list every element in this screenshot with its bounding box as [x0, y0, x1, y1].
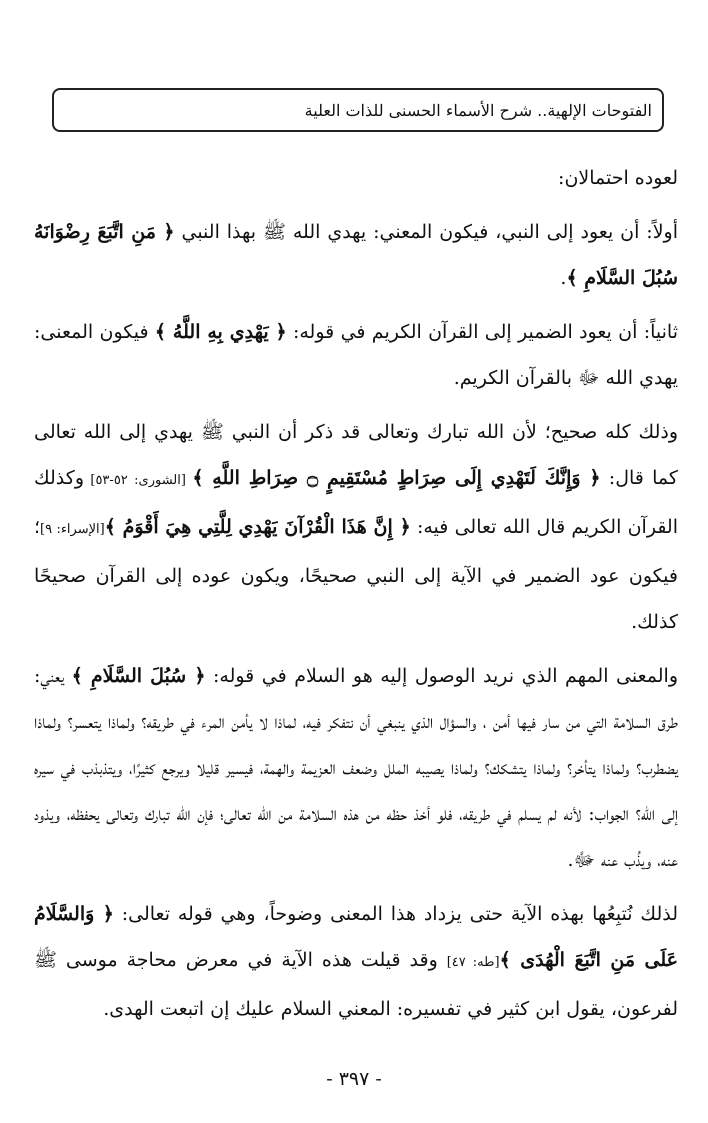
header-title: الفتوحات الإلهية.. شرح الأسماء الحسنى للذات العلية: [304, 100, 652, 120]
paragraph-text: وكذلك القرآن الكريم قال الله تعالى فيه:: [34, 467, 679, 538]
body-text: [34, 155, 678, 1040]
paragraph-text: وقد قيلت هذه الآية في معرض محاجة موسى ﷺ لفرعون، يقول ابن كثير في تفسيره: المعني السلام عليك إن اتبعت الهدى.: [34, 949, 678, 1020]
paragraph: [34, 653, 678, 883]
quran-verse: ﴿ وَالسَّلَامُ عَلَى مَنِ اتَّبَعَ الْهُدَى ﴾: [34, 903, 679, 971]
paragraph-text: لذلك نُتبِعُها بهذه الآية حتى يزداد هذا المعنى وضوحاً، وهي قوله تعالى:: [113, 903, 678, 925]
paragraph-text: فيكون المعنى: يهدي الله ﷻ بالقرآن الكريم.: [34, 321, 678, 389]
page-number: - ٣٩٧ -: [326, 1068, 382, 1090]
paragraph: [34, 409, 678, 645]
paragraph: [34, 309, 678, 401]
paragraph: لعوده احتمالان:: [558, 167, 678, 189]
paragraph-text: ثانياً: أن يعود الضمير إلى القرآن الكريم في قوله:: [286, 321, 678, 343]
verse-citation: [الشورى: ٥٢-٥٣]: [84, 473, 193, 488]
paragraph-text: أولاً: أن يعود إلى النبي، فيكون المعني: يهدي الله ﷺ بهذا النبي: [174, 221, 678, 243]
quran-verse: ﴿ مَنِ اتَّبَعَ رِضْوَانَهُ سُبُلَ السَّلَامِ ﴾: [34, 221, 678, 289]
verse-citation: [الإسراء: ٩]: [40, 522, 105, 537]
verse-citation: [طه: ٤٧]: [446, 955, 500, 970]
quran-verse: ﴿ إِنَّ هَذَا الْقُرْآنَ يَهْدِي لِلَّتِي هِيَ أَقْوَمُ ﴾: [104, 516, 411, 538]
running-header: [52, 88, 664, 132]
paragraph-text: ؛ فيكون عود الضمير في الآية إلى النبي صحيحًا، ويكون عوده إلى القرآن صحيحًا كذلك.: [34, 516, 678, 633]
paragraph-text: .: [560, 267, 567, 289]
paragraph: [34, 891, 678, 1032]
quran-verse: ﴿ وَإِنَّكَ لَتَهْدِي إِلَى صِرَاطٍ مُسْتَقِيمٍ ۝ صِرَاطِ اللَّهِ ﴾: [192, 467, 601, 489]
paragraph-text: والمعنى المهم الذي نريد الوصول إليه هو السلام في قوله:: [205, 665, 678, 687]
paragraph-text: وذلك كله صحيح؛ لأن الله تبارك وتعالى قد ذكر أن النبي ﷺ يهدي إلى الله تعالى كما قال:: [34, 421, 678, 489]
quran-verse: ﴿ يَهْدِي بِهِ اللَّهُ ﴾: [154, 321, 287, 343]
paragraph: [34, 209, 678, 301]
paragraph-text: يعني: طرق السلامة التي من سار فيها أمن ، والسؤال الذي ينبغي أن نتفكر فيه، لماذا لا يأمن المرء في طريقه؟ ولماذا يتعسر؟ ولماذا يضطرب؟ ولماذا يتأخر؟ ولماذا يتشكك؟ ولماذا يصيبه الملل وضعف العزيمة والهمة، فيسير قليلا ويرجع كثيرًا، ويتذبذب في سيره إلى الله؟ الجواب: لأنه لم يسلم في طريقه، فلو أخذ حظه من هذه السلامة من الله تعالى؛ فإن الله تبارك وتعالى يحفظه، ويذود عنه، ويذُب عنه ﷻ.: [34, 665, 678, 871]
quran-verse: ﴿ سُبُلَ السَّلَامِ ﴾: [71, 665, 206, 687]
